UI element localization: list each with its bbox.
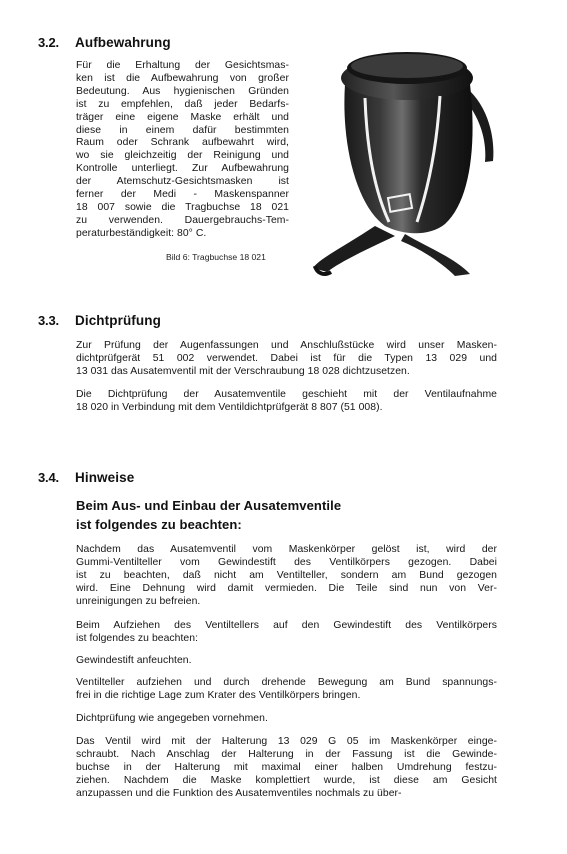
section-3-4-paragraph-5 xyxy=(76,713,497,726)
section-3-2-title: Aufbewahrung xyxy=(75,35,171,50)
text-line: Das Ventil wird mit der Halterung 13 029 G 05 im Maskenkörper einge- xyxy=(76,736,497,747)
text-line: zu verwenden. Dauergebrauchs-Tem- xyxy=(76,214,289,226)
section-3-3-number: 3.3. xyxy=(38,313,59,328)
text-line: Die Dichtprüfung der Ausatemventile geschieht mit der Ventilaufnahme xyxy=(76,389,497,400)
text-line: Zur Prüfung der Augenfassungen und Anschlußstücke wird unser Masken- xyxy=(76,340,497,351)
text-line: 18 020 in Verbindung mit dem Ventildichtprüfgerät 8 807 (51 008). xyxy=(76,401,383,413)
figure-caption: Bild 6: Tragbuchse 18 021 xyxy=(166,252,266,262)
text-line: 18 007 sowie die Tragbuchse 18 021 xyxy=(76,201,289,213)
carrying-canister-icon xyxy=(305,36,510,286)
section-3-3-title: Dichtprüfung xyxy=(75,313,161,328)
text-line: Gewindestift anfeuchten. xyxy=(76,655,192,666)
text-line: der Atemschutz-Gesichtsmasken ist xyxy=(76,176,289,188)
carrying-canister-illustration xyxy=(305,36,510,286)
section-3-2-body xyxy=(76,60,289,241)
text-line: schraubt. Nach Anschlag der Halterung in der Fassung ist die Gewinde- xyxy=(76,748,497,760)
text-line: Beim Aufziehen des Ventiltellers auf den Gewindestift des Ventilkörpers xyxy=(76,620,497,631)
text-line: Ventilteller aufziehen und durch drehende Bewegung am Bund spannungs- xyxy=(76,677,497,688)
text-line: träger eine eigene Maske erhält und xyxy=(76,111,289,123)
section-3-4-title: Hinweise xyxy=(75,470,135,485)
section-3-4-paragraph-6 xyxy=(76,736,497,801)
text-line: Bedeutung. Aus hygienischen Gründen xyxy=(76,85,289,97)
text-line: ziehen. Nachdem die Maske komplettiert wurde, ist diese am Gesicht xyxy=(76,774,497,786)
text-line: peraturbeständigkeit: 80° C. xyxy=(76,227,207,239)
text-line: ferner der Medi - Maskenspanner xyxy=(76,189,289,201)
text-line: Kontrolle unterliegt. Zur Aufbewahrung xyxy=(76,163,289,175)
text-line: Dichtprüfung wie angegeben vornehmen. xyxy=(76,713,268,724)
text-line: Nachdem das Ausatemventil vom Maskenkörper gelöst ist, wird der xyxy=(76,544,497,555)
text-line: wo sie gleichzeitig der Reinigung und xyxy=(76,150,289,162)
text-line: Beim Aus- und Einbau der Ausatemventile xyxy=(76,498,342,513)
section-3-3-paragraph-1 xyxy=(76,340,497,379)
text-line: frei in die richtige Lage zum Krater des Ventilkörpers bringen. xyxy=(76,689,361,701)
text-line: diese in einem dafür bestimmten xyxy=(76,124,289,136)
section-3-2-number: 3.2. xyxy=(38,35,59,50)
section-3-4-number: 3.4. xyxy=(38,470,59,485)
text-line: unreinigungen zu befreien. xyxy=(76,595,201,607)
section-3-4-subtitle xyxy=(76,496,341,534)
text-line: Gummi-Ventilteller vom Gewindestift des Ventilkörpers gezogen. Dabei xyxy=(76,556,497,568)
section-3-3-paragraph-2 xyxy=(76,389,497,415)
text-line: dichtprüfgerät 51 002 verwendet. Dabei ist für die Typen 13 029 und xyxy=(76,352,497,364)
text-line: ist zu empfehlen, daß jeder Bedarfs- xyxy=(76,98,289,110)
text-line: ist folgendes zu beachten: xyxy=(76,517,242,532)
text-line: Für die Erhaltung der Gesichtsmas- xyxy=(76,60,289,71)
text-line: ken ist die Aufbewahrung von großer xyxy=(76,72,289,84)
section-3-4-paragraph-2 xyxy=(76,620,497,646)
text-line: ist zu beachten, daß nicht am Ventilteller, sondern am Bund gezogen xyxy=(76,569,497,581)
section-3-4-paragraph-1 xyxy=(76,544,497,609)
section-3-4-paragraph-4 xyxy=(76,677,497,703)
text-line: ist folgendes zu beachten: xyxy=(76,632,199,644)
text-line: buchse in der Halterung mit maximal einer halben Umdrehung festzu- xyxy=(76,761,497,773)
text-line: Raum oder Schrank aufbewahrt wird, xyxy=(76,137,289,149)
text-line: wird. Eine Dehnung wird damit vermieden. Die Teile sind nun von Ver- xyxy=(76,582,497,594)
text-line: 13 031 das Ausatemventil mit der Verschraubung 18 028 dichtzusetzen. xyxy=(76,365,410,377)
section-3-4-paragraph-3 xyxy=(76,655,497,668)
text-line: anzupassen und die Funktion des Ausatemventiles nochmals zu über- xyxy=(76,787,402,799)
